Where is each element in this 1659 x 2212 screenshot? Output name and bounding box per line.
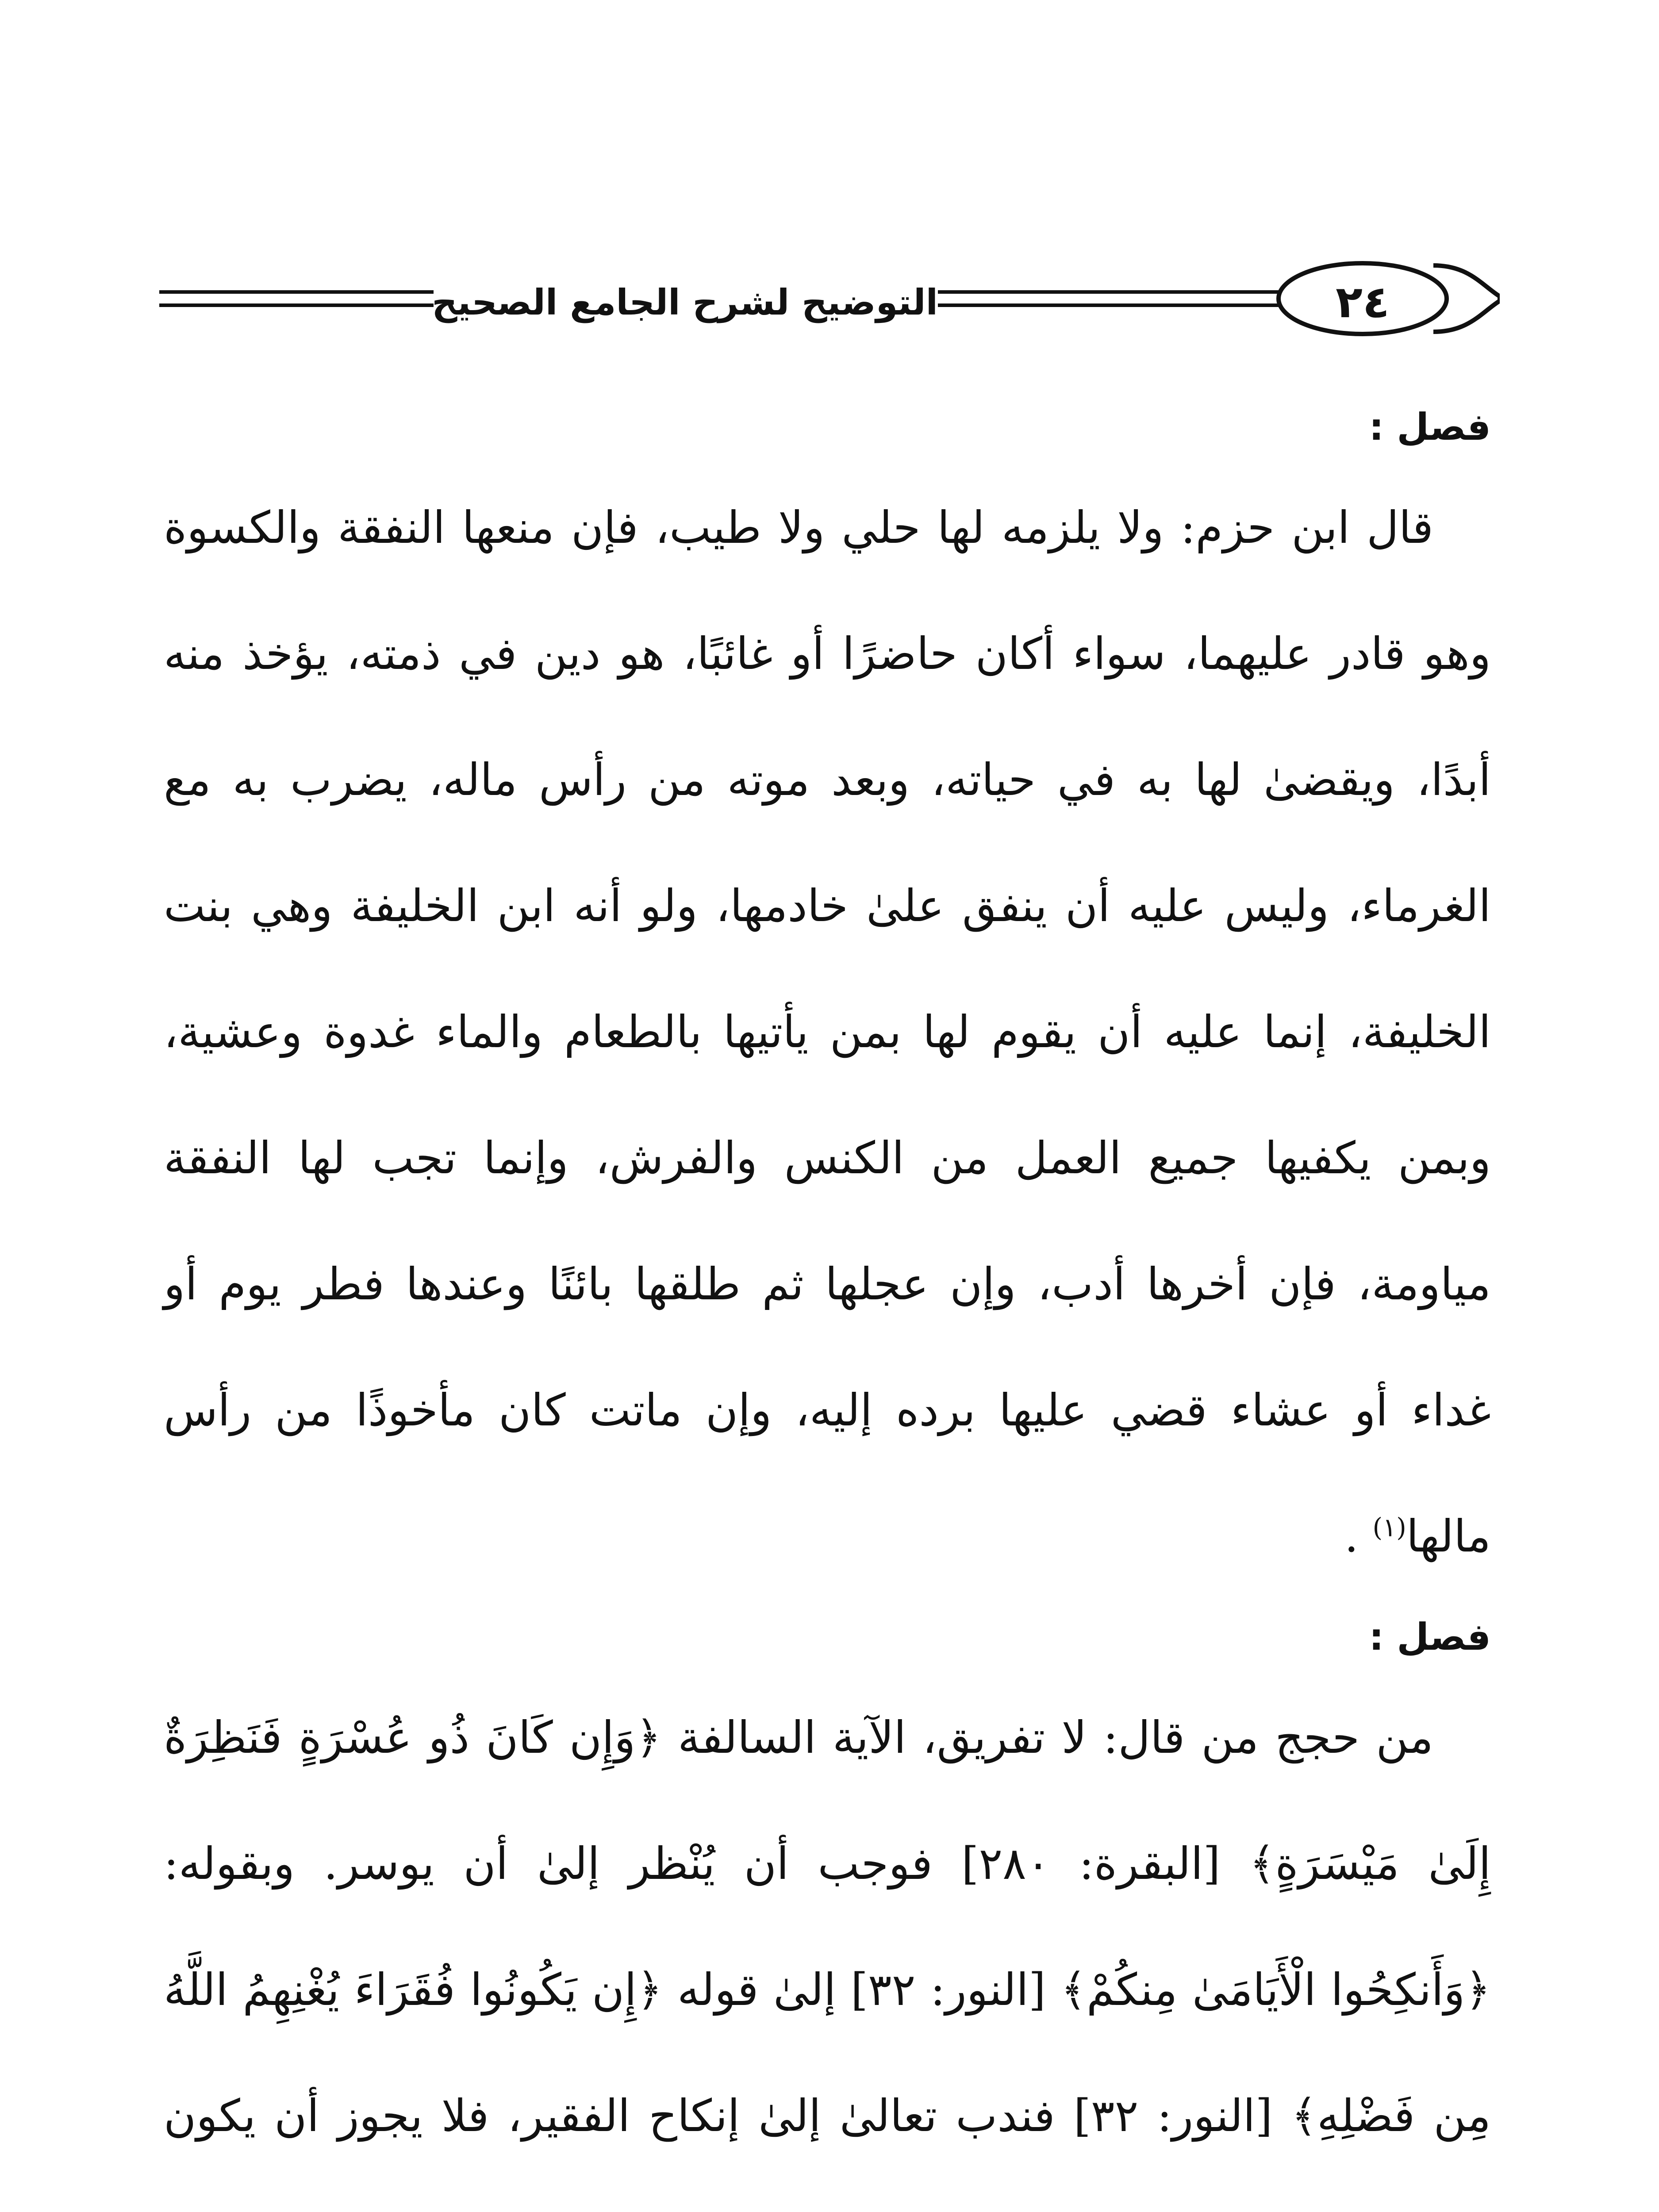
section-paragraph-1	[164, 465, 1491, 1599]
paragraph-end: .	[1344, 1510, 1373, 1562]
page-content	[164, 389, 1491, 2212]
paragraph-text: قال ابن حزم: ولا يلزمه لها حلي ولا طيب، فإن منعها النفقة والكسوة وهو قادر عليهما، سواء أكان حاضرًا أو غائبًا، هو دين في ذمته، يؤخذ منه أبدًا، ويقضىٰ لها به في حياته، وبعد موته من رأس ماله، يضرب به مع الغرماء، وليس عليه أن ينفق علىٰ خادمها، ولو أنه ابن الخليفة وهي بنت الخليفة، إنما عليه أن يقوم لها بمن يأتيها بالطعام والماء غدوة وعشية، وبمن يكفيها جميع العمل من الكنس والفرش، وإنما تجب لها النفقة مياومة، فإن أخرها أدب، وإن عجلها ثم طلقها بائنًا وعندها فطر يوم أو غداء أو عشاء قضي عليها برده إليه، وإن ماتت كان مأخوذًا من رأس مالها	[164, 502, 1491, 1562]
section-heading-1: فصل :	[1369, 405, 1491, 449]
running-title: التوضيح لشرح الجامع الصحيح	[434, 276, 938, 329]
section-heading-2: فصل :	[1369, 1615, 1491, 1659]
page-header	[159, 248, 1500, 349]
paragraph-text: من حجج من قال: لا تفريق، الآية السالفة ﴿وَإِن كَانَ ذُو عُسْرَةٍ فَنَظِرَةٌ إِلَىٰ مَيْسَرَةٍ﴾ [البقرة: ٢٨٠] فوجب أن يُنْظر إلىٰ أن يوسر. وبقوله: ﴿وَأَنكِحُوا الْأَيَامَىٰ مِنكُمْ﴾ [النور: ٣٢] إلىٰ قوله ﴿إِن يَكُونُوا فُقَرَاءَ يُغْنِهِمُ اللَّهُ مِن فَضْلِهِ﴾ [النور: ٣٢] فندب تعالىٰ إلىٰ إنكاح الفقير، فلا يجوز أن يكون	[164, 1712, 1491, 2142]
page-number: ٢٤	[1335, 276, 1390, 328]
footnote-marker: (١)	[1372, 1512, 1406, 1543]
section-paragraph-2	[164, 1674, 1491, 2212]
